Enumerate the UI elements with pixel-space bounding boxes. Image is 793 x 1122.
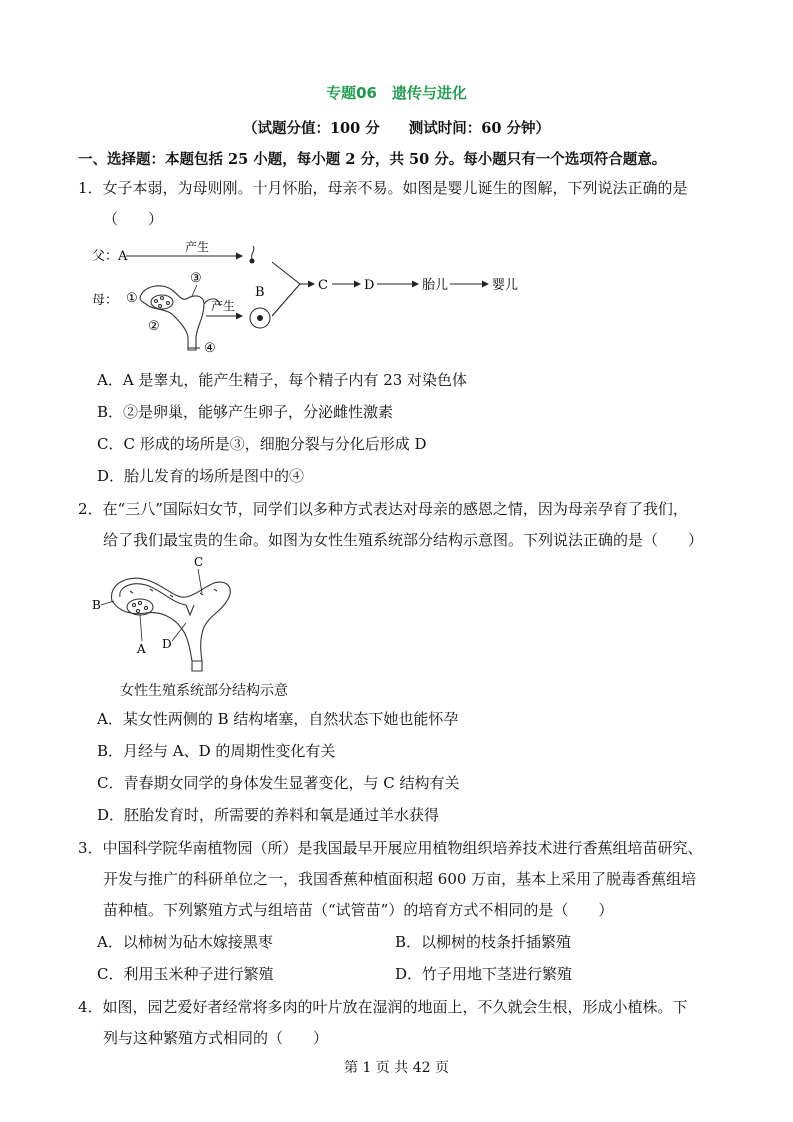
label-A: A [137, 642, 146, 656]
label-C: C [194, 555, 204, 569]
q3-option-b[interactable]: B．以柳树的枝条扦插繁殖 [395, 933, 572, 951]
label-B: B [92, 598, 101, 612]
female-reproductive-system-diagram [90, 553, 245, 675]
mother-label: 母： [92, 293, 119, 308]
q3-stem-line2: 开发与推广的科研单位之一，我国香蕉种植面积超 600 万亩，基本上采用了脱毒香蕉组培 [103, 870, 697, 888]
sperm-icon [250, 246, 255, 264]
produce-label-bottom: 产生 [211, 299, 236, 313]
q1-option-a[interactable]: A．A 是睾丸，能产生精子，每个精子内有 23 对染色体 [97, 371, 468, 389]
egg-cell-icon [250, 308, 270, 328]
q4-stem-line2: 列与这种繁殖方式相同的（ ） [103, 1029, 329, 1047]
q2-stem-line1: 2．在“三八”国际妇女节，同学们以多种方式表达对母亲的感恩之情，因为母亲孕育了我们， [78, 500, 688, 518]
label-baby: 婴儿 [492, 278, 519, 293]
q1-stem-line1: 1．女子本弱，为母则刚。十月怀胎，母亲不易。如图是婴儿诞生的图解，下列说法正确的是 [78, 179, 688, 197]
q2-option-d[interactable]: D．胚胎发育时，所需要的养料和氧是通过羊水获得 [97, 806, 440, 824]
q2-option-b[interactable]: B．月经与 A、D 的周期性变化有关 [97, 742, 336, 760]
label-B: B [255, 285, 265, 300]
figure-caption: 女性生殖系统部分结构示意 [120, 683, 288, 699]
q2-option-a[interactable]: A．某女性两侧的 B 结构堵塞，自然状态下她也能怀孕 [97, 710, 459, 728]
q1-option-c[interactable]: C．C 形成的场所是③，细胞分裂与分化后形成 D [97, 435, 427, 453]
label-C: C [318, 278, 328, 293]
birth-process-diagram [92, 238, 532, 358]
father-label: 父：A [92, 249, 128, 264]
uterus-drawing [112, 578, 231, 671]
q3-option-a[interactable]: A．以柿树为砧木嫁接黑枣 [97, 933, 273, 951]
marker-1: ① [126, 291, 138, 306]
q4-stem-line1: 4．如图，园艺爱好者经常将多肉的叶片放在湿润的地面上，不久就会生根，形成小植株。下 [78, 998, 688, 1016]
q2-option-c[interactable]: C．青春期女同学的身体发生显著变化，与 C 结构有关 [97, 774, 460, 792]
label-fetus: 胎儿 [422, 278, 449, 293]
produce-label-top: 产生 [185, 240, 210, 254]
q3-option-c[interactable]: C．利用玉米种子进行繁殖 [97, 965, 274, 983]
q3-stem-line3: 苗种植。下列繁殖方式与组培苗（“试管苗”）的培育方式不相同的是（ ） [103, 901, 614, 919]
doc-meta: （试题分值：100 分 测试时间：60 分钟） [242, 120, 551, 137]
marker-3: ③ [190, 271, 202, 286]
page-footer: 第 1 页 共 42 页 [344, 1060, 449, 1076]
q3-stem-line1: 3．中国科学院华南植物园（所）是我国最早开展应用植物组织培养技术进行香蕉组培苗研究、 [78, 839, 703, 857]
section-heading: 一、选择题：本题包括 25 小题，每小题 2 分，共 50 分。每小题只有一个选项符合题意。 [78, 151, 667, 168]
marker-4: ④ [204, 341, 216, 356]
q2-stem-line2: 给了我们最宝贵的生命。如图为女性生殖系统部分结构示意图。下列说法正确的是（ ） [103, 531, 704, 549]
label-D: D [162, 637, 172, 651]
q1-option-d[interactable]: D．胎儿发育的场所是图中的④ [97, 467, 305, 485]
marker-2: ② [148, 319, 160, 334]
doc-title: 专题06 遗传与进化 [326, 84, 467, 102]
q1-stem-line2: （ ） [103, 210, 164, 228]
label-D: D [364, 278, 375, 293]
q1-option-b[interactable]: B．②是卵巢，能够产生卵子，分泌雌性激素 [97, 403, 394, 421]
q3-option-d[interactable]: D．竹子用地下茎进行繁殖 [395, 965, 573, 983]
